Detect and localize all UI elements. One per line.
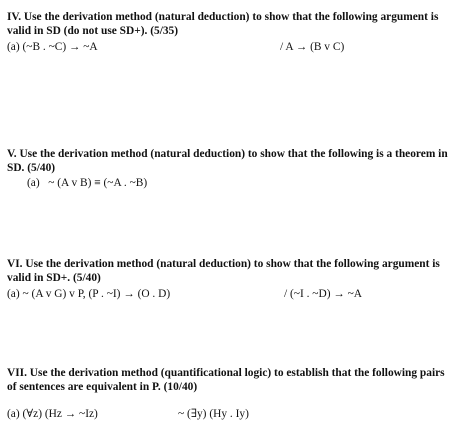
problem-vii-part-a [7,407,469,421]
problem-vii-sentence-2: ~ (∃y) (Hy . Iy) [178,408,249,421]
problem-vi-conclusion: / (~I . ~D) → ~A [284,288,362,301]
problem-iv-heading-line-2: valid in SD (do not use SD+). (5/35) [7,24,179,37]
problem-vii-heading-line-2: of sentences are equivalent in P. (10/40) [7,380,198,393]
problem-v-heading-line-2: SD. (5/40) [7,161,56,174]
problem-iv [7,11,469,54]
problem-iv-part-a-label: (a) [7,41,20,54]
problem-vi-heading-line-2: valid in SD+. (5/40) [7,271,101,284]
problem-vii-heading-line-1: VII. Use the derivation method (quantificational logic) to establish that the following pairs [7,367,445,379]
problem-v-sentence: ~ (A v B) ≡ (~A . ~B) [48,177,148,190]
problem-iv-conclusion: / A → (B v C) [280,41,345,54]
problem-vi-part-a [7,287,469,301]
problem-vii [7,367,469,421]
problem-vii-part-a-label: (a) [7,408,20,421]
problem-v-heading-line-1: V. Use the derivation method (natural deduction) to show that the following is a theorem in [7,148,448,160]
problem-v-part-a-label: (a) [27,177,40,190]
problem-iv-heading-line-1: IV. Use the derivation method (natural deduction) to show that the following argument is [7,11,439,23]
problem-vi [7,258,469,301]
problem-vi-part-a-label: (a) [7,288,20,301]
problem-iv-part-a [7,40,469,54]
problem-vii-sentence-1: (∀z) (Hz → ~Iz) [22,408,98,421]
problem-v [7,148,469,190]
problem-iv-premise: (~B . ~C) → ~A [22,41,98,54]
problem-vi-heading-line-1: VI. Use the derivation method (natural deduction) to show that the following argument is [7,258,440,270]
problem-v-part-a [7,176,469,190]
problem-vi-premises: ~ (A v G) v P, (P . ~I) → (O . D) [22,288,171,301]
